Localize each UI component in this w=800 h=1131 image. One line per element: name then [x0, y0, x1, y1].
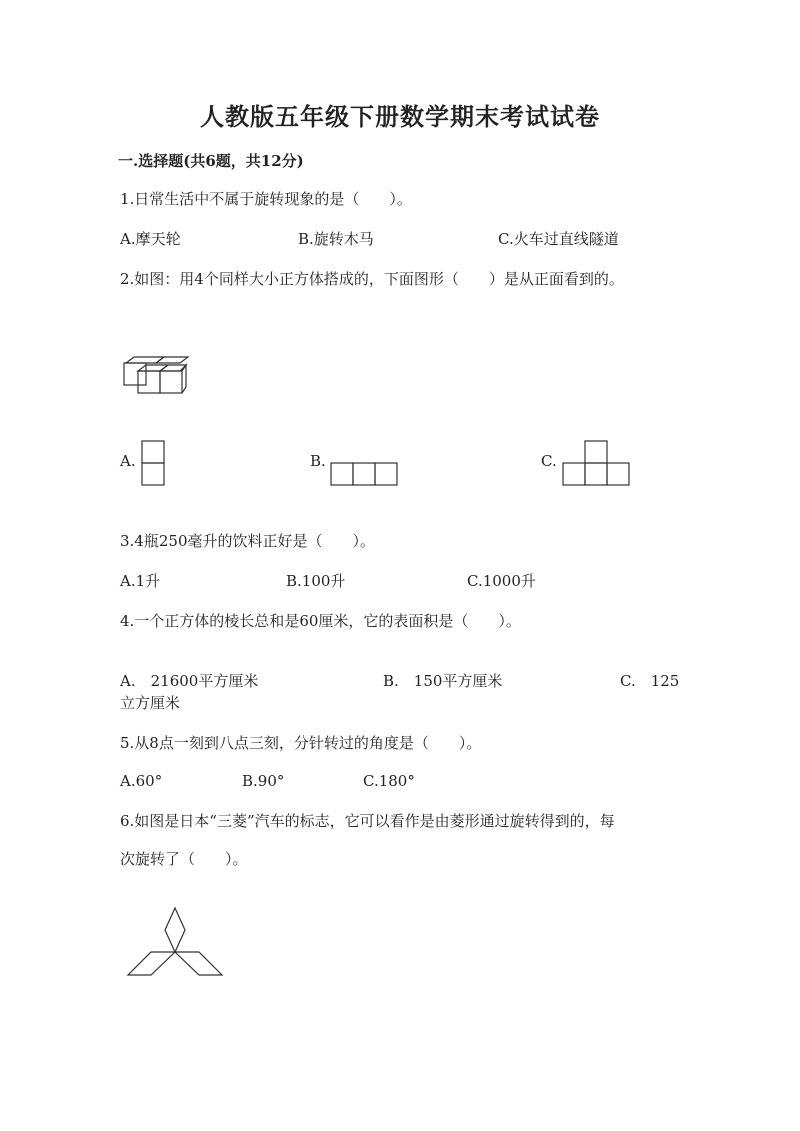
question-3-option-c: C.1000升	[467, 572, 536, 590]
question-5-option-a: A.60°	[120, 772, 163, 790]
mitsubishi-logo-figure	[125, 905, 225, 980]
question-1-option-c: C.火车过直线隧道	[498, 230, 619, 248]
cube-stack-figure	[118, 355, 188, 400]
question-2-stem: 2.如图：用4个同样大小正方体搭成的，下面图形（ ）是从正面看到的。	[120, 270, 624, 288]
question-3-option-a: A.1升	[120, 572, 161, 590]
section-heading: 一.选择题(共6题，共12分)	[118, 152, 304, 170]
question-6-stem-line-2: 次旋转了（ ）。	[120, 850, 248, 868]
option-b-figure	[331, 463, 399, 487]
question-4-option-c: C. 125	[620, 672, 680, 690]
option-c-figure	[563, 441, 631, 487]
question-5-stem: 5.从8点一刻到八点三刻，分针转过的角度是（ ）。	[120, 734, 482, 752]
question-3-stem: 3.4瓶250毫升的饮料正好是（ ）。	[120, 532, 375, 550]
question-5-option-b: B.90°	[242, 772, 285, 790]
page-title: 人教版五年级下册数学期末考试试卷	[200, 103, 600, 131]
question-6-stem-line-1: 6.如图是日本“三菱”汽车的标志，它可以看作是由菱形通过旋转得到的，每	[120, 812, 615, 830]
question-1-option-a: A.摩天轮	[120, 230, 181, 248]
option-a-figure	[142, 441, 166, 487]
question-5-option-c: C.180°	[363, 772, 415, 790]
question-4-stem: 4.一个正方体的棱长总和是60厘米，它的表面积是（ ）。	[120, 612, 521, 630]
question-3-option-b: B.100升	[286, 572, 346, 590]
question-4-option-c-continued: 立方厘米	[120, 694, 181, 712]
question-4-option-a: A. 21600平方厘米	[120, 672, 259, 690]
question-4-option-b: B. 150平方厘米	[383, 672, 503, 690]
question-1-stem: 1.日常生活中不属于旋转现象的是（ ）。	[120, 190, 412, 208]
question-2-option-c: C.	[541, 452, 557, 470]
question-2-option-b: B.	[310, 452, 326, 470]
question-1-option-b: B.旋转木马	[298, 230, 374, 248]
question-2-option-a: A.	[120, 452, 136, 470]
